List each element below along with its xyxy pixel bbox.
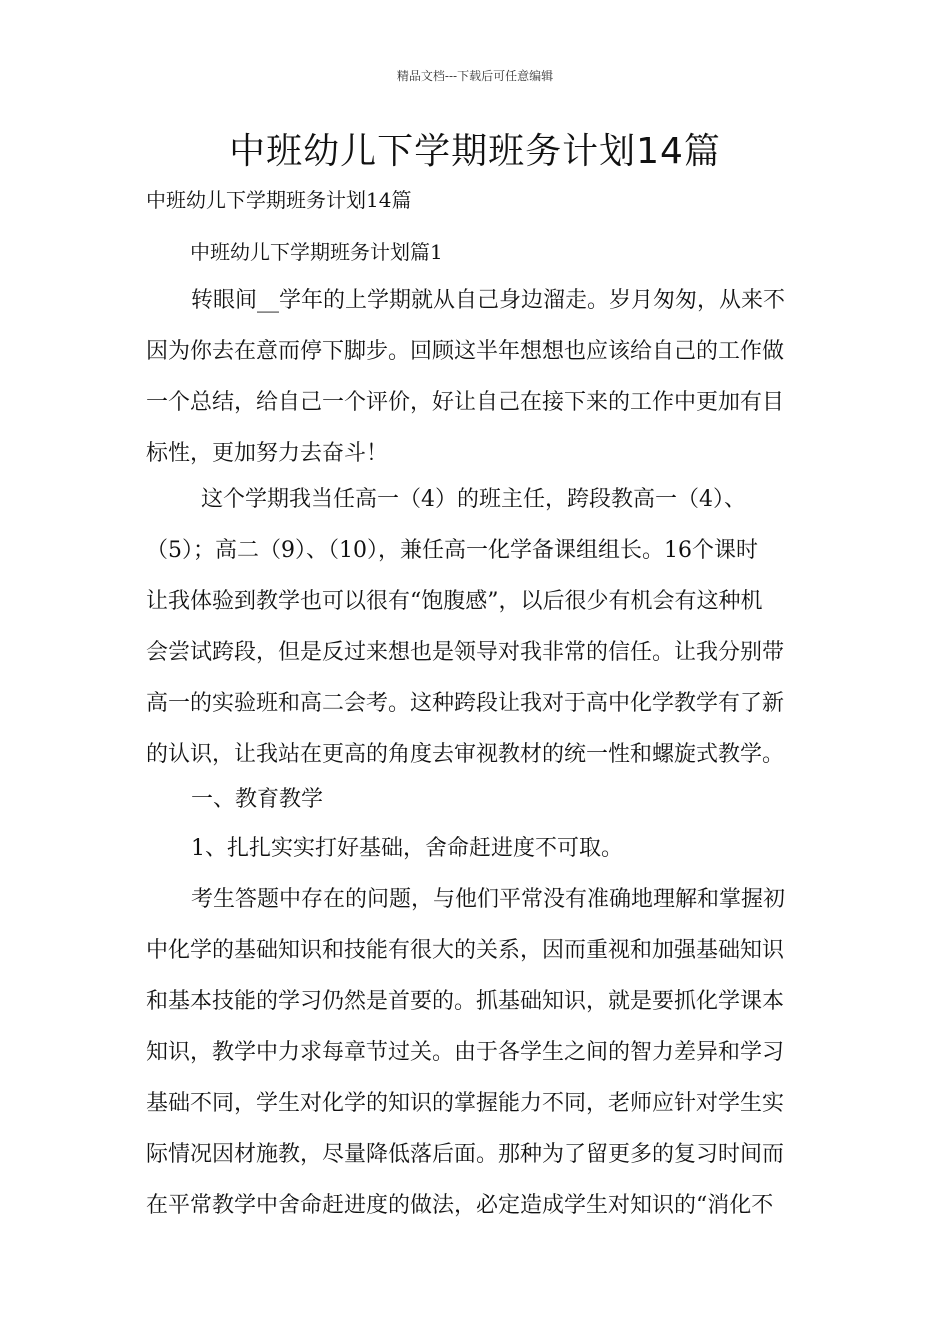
text-line: 会尝试跨段，但是反过来想也是领导对我非常的信任。让我分别带	[146, 640, 785, 665]
paragraph-4	[146, 823, 806, 874]
text-line: 和基本技能的学习仍然是首要的。抓基础知识，就是要抓化学课本	[146, 989, 785, 1014]
document-title: 中班幼儿下学期班务计划14篇	[229, 131, 721, 172]
document-subtitle: 中班幼儿下学期班务计划14篇	[146, 188, 412, 212]
text-line: 标性，更加努力去奋斗！	[146, 441, 389, 466]
text-line: 1、扎扎实实打好基础，舍命赶进度不可取。	[191, 836, 623, 861]
paragraph-1	[146, 275, 806, 479]
text-line: 中化学的基础知识和技能有很大的关系，因而重视和加强基础知识	[146, 938, 785, 963]
text-line: 在平常教学中舍命赶进度的做法，必定造成学生对知识的“消化不	[146, 1193, 774, 1218]
text-line: 一个总结，给自己一个评价，好让自己在接下来的工作中更加有目	[146, 390, 785, 415]
paragraph-2	[146, 474, 806, 780]
text-line: 让我体验到教学也可以很有“饱腹感”，以后很少有机会有这种机	[146, 589, 763, 614]
text-line: 考生答题中存在的问题，与他们平常没有准确地理解和掌握初	[191, 887, 786, 912]
text-line: （5）；高二（9）、（10），兼任高一化学备课组组长。16个课时	[146, 538, 758, 563]
text-line: 基础不同，学生对化学的知识的掌握能力不同，老师应针对学生实	[146, 1091, 785, 1116]
text-line: 知识，教学中力求每章节过关。由于各学生之间的智力差异和学习	[146, 1040, 785, 1065]
text-line: 这个学期我当任高一（4）的班主任，跨段教高一（4）、	[201, 487, 746, 512]
paragraph-3	[146, 774, 806, 825]
section-heading: 中班幼儿下学期班务计划篇1	[190, 240, 443, 264]
paragraph-5	[146, 874, 806, 1231]
text-line: 高一的实验班和高二会考。这种跨段让我对于高中化学教学有了新	[146, 691, 785, 716]
text-line: 际情况因材施教，尽量降低落后面。那种为了留更多的复习时间而	[146, 1142, 785, 1167]
text-line: 因为你去在意而停下脚步。回顾这半年想想也应该给自己的工作做	[146, 339, 785, 364]
header-note: 精品文档---下载后可任意编辑	[396, 69, 554, 83]
text-line: 一、教育教学	[191, 787, 324, 812]
text-line: 转眼间__学年的上学期就从自己身边溜走。岁月匆匆，从来不	[191, 288, 786, 313]
text-line: 的认识，让我站在更高的角度去审视教材的统一性和螺旋式教学。	[146, 742, 785, 767]
